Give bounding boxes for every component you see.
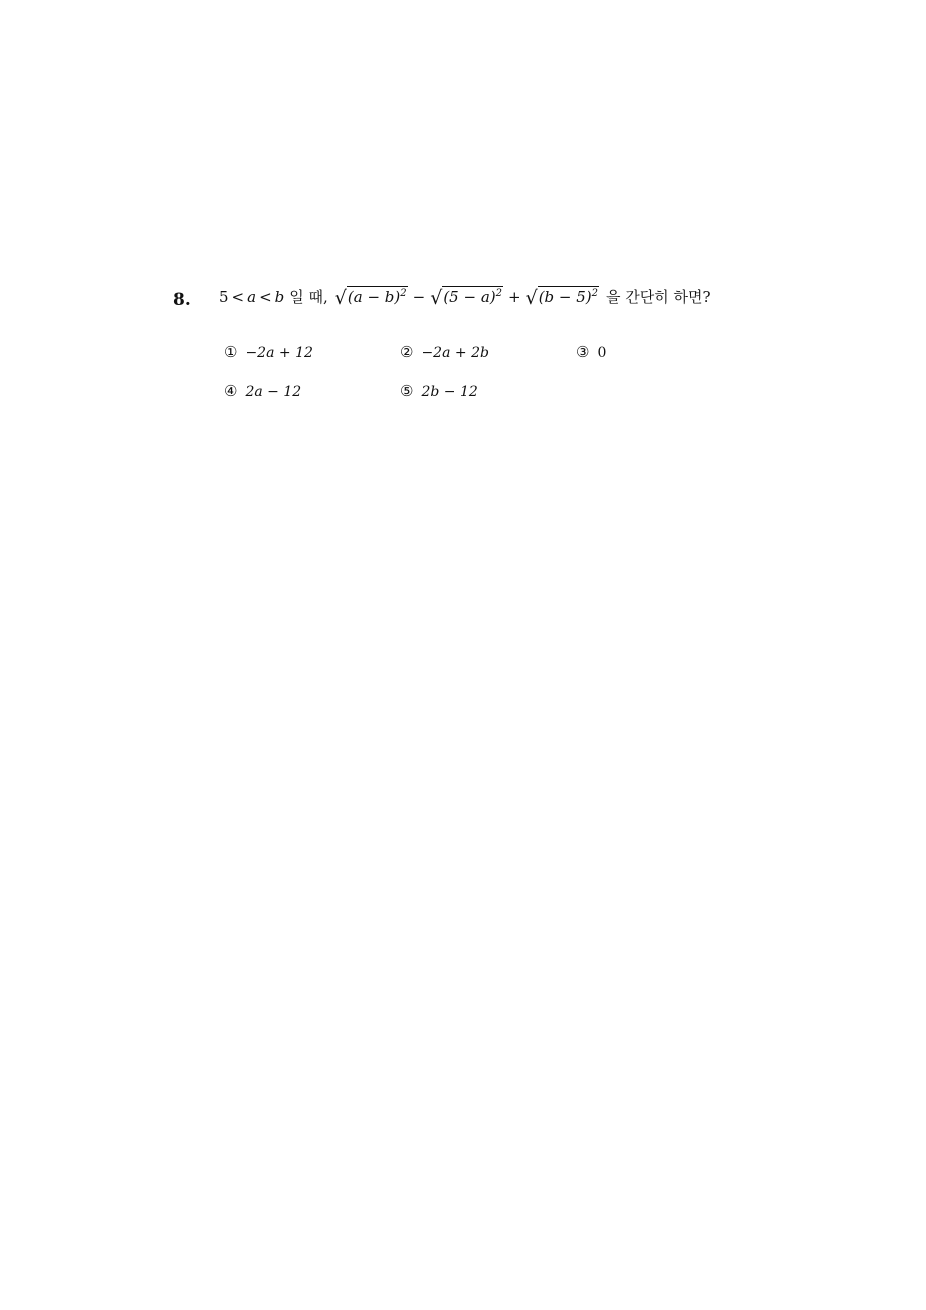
choice-number: ③ xyxy=(576,343,590,361)
less-than-symbol: < xyxy=(231,288,245,307)
minus-operator: − xyxy=(412,288,426,307)
radical-expression xyxy=(430,286,503,310)
exponent: 2 xyxy=(591,288,599,299)
radical-expression xyxy=(334,286,408,310)
choice-answer: 2a − 12 xyxy=(245,384,302,400)
choice-answer: 2b − 12 xyxy=(421,384,478,400)
sqrt-icon: √ xyxy=(525,287,538,310)
choice-number: ⑤ xyxy=(400,382,414,400)
exponent: 2 xyxy=(495,288,502,299)
variable-b: b xyxy=(274,288,285,307)
answer-choice-1[interactable] xyxy=(224,343,313,361)
radicand: (b − 5) xyxy=(538,288,592,306)
choice-answer: −2a + 12 xyxy=(245,345,313,361)
variable-a: a xyxy=(247,288,257,307)
answer-choice-4[interactable] xyxy=(224,382,301,400)
radical-expression xyxy=(525,286,599,310)
problem-number: 8. xyxy=(173,290,191,310)
radicand: (a − b) xyxy=(347,288,401,306)
choice-number: ① xyxy=(224,343,238,361)
answer-choice-3[interactable] xyxy=(576,343,606,361)
condition-suffix: 일 때, xyxy=(289,288,328,307)
choice-number: ② xyxy=(400,343,414,361)
choice-number: ④ xyxy=(224,382,238,400)
condition-five: 5 xyxy=(219,288,229,307)
sqrt-icon: √ xyxy=(430,287,443,310)
answer-choice-2[interactable] xyxy=(400,343,489,361)
question-suffix: 을 간단히 하면? xyxy=(606,288,711,307)
plus-operator: + xyxy=(508,288,521,307)
exponent: 2 xyxy=(400,288,407,299)
choice-answer: 0 xyxy=(597,345,607,361)
answer-choice-5[interactable] xyxy=(400,382,478,400)
sqrt-icon: √ xyxy=(334,287,347,310)
question-text xyxy=(219,286,711,310)
radicand: (5 − a) xyxy=(443,288,496,306)
choice-answer: −2a + 2b xyxy=(421,345,489,361)
less-than-symbol: < xyxy=(259,288,272,307)
